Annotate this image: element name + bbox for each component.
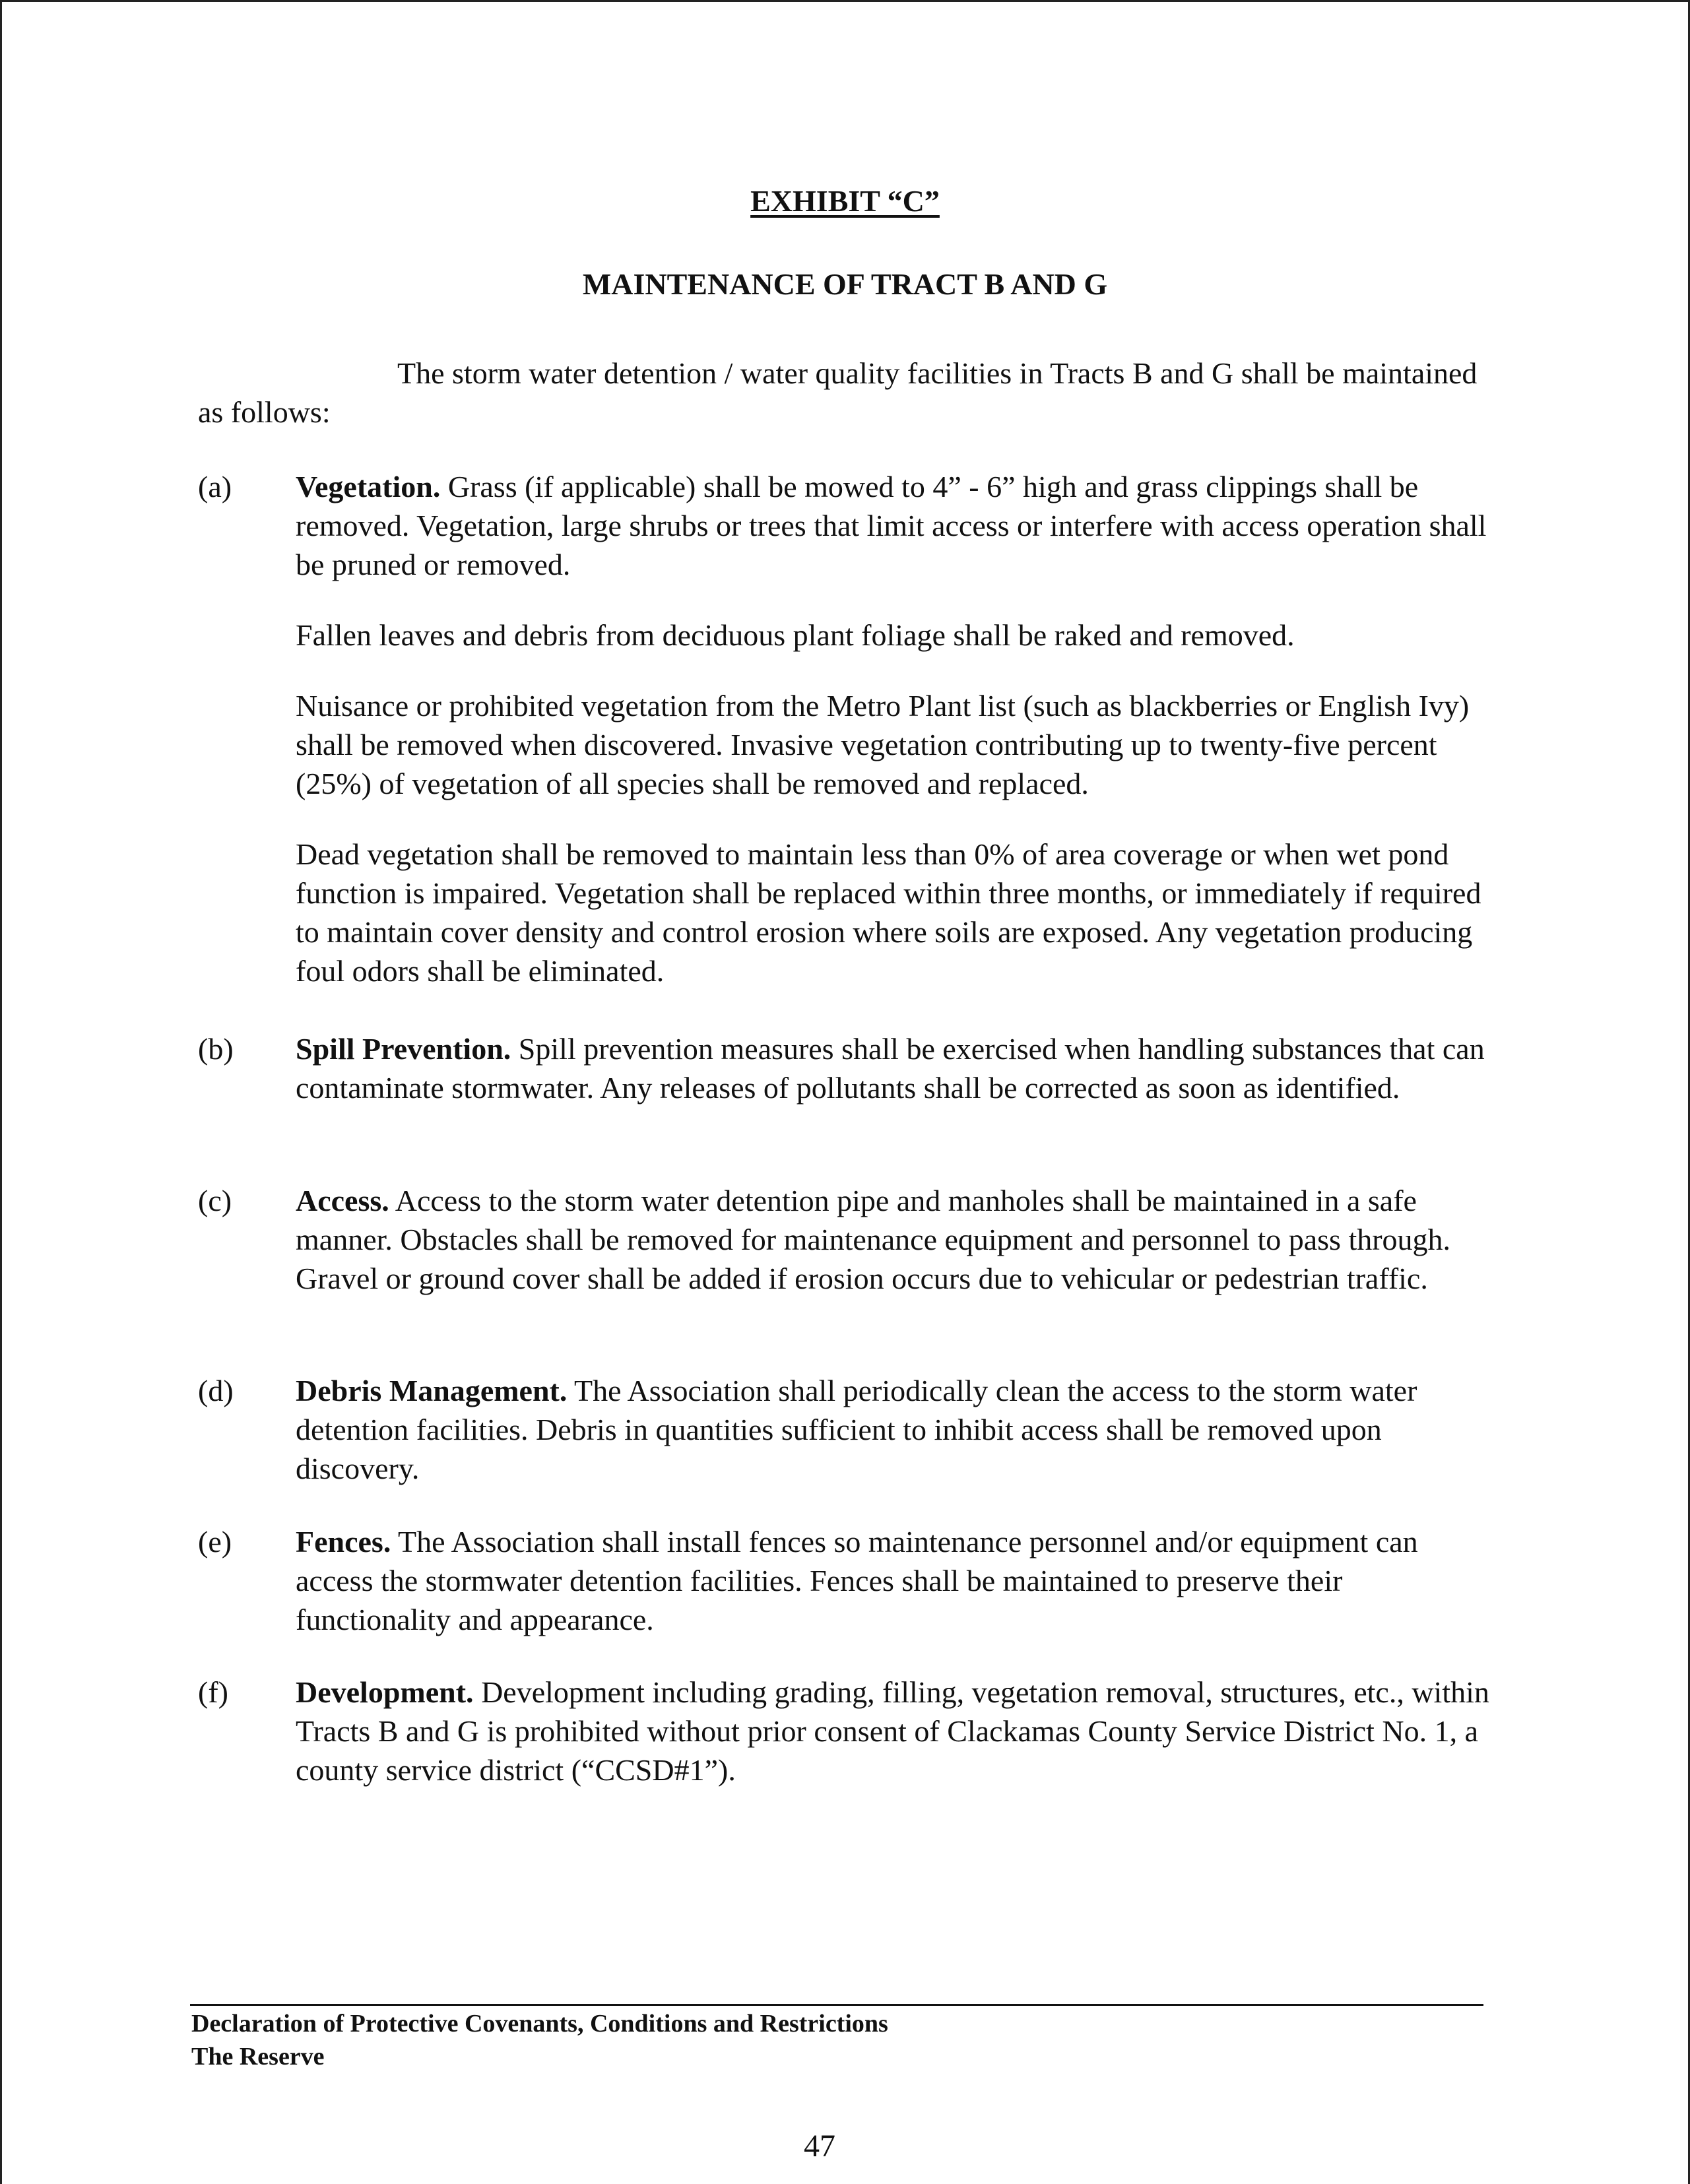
item-letter: (f) [198,1675,228,1709]
item-heading: Development. [296,1675,474,1709]
exhibit-title: EXHIBIT “C” [750,184,940,218]
item-text: The Association shall periodically clean the access to the storm water detention facilities. Debris in quantities sufficient to inhibit access shall be removed upon discovery. [296,1374,1417,1485]
item-heading: Debris Management. [296,1374,568,1407]
item-paragraph: Nuisance or prohibited vegetation from the Metro Plant list (such as blackberries or English Ivy) shall be removed when discovered. Invasive vegetation contributing up to twenty-five percent (25%) of vegetation of all species shall be removed and replaced. [296,689,1470,800]
item-paragraph [296,1029,1491,1107]
footer-line-2: The Reserve [191,2043,325,2071]
item-letter: (c) [198,1184,232,1217]
item-text: Spill prevention measures shall be exercised when handling substances that can contaminate stormwater. Any releases of pollutants shall be corrected as soon as identified. [296,1032,1485,1105]
item-paragraph [296,1673,1491,1789]
item-body [296,467,1491,990]
item-body [296,1371,1491,1488]
item-paragraph: Dead vegetation shall be removed to maintain less than 0% of area coverage or when wet pond function is impaired. Vegetation shall be replaced within three months, or immediately if required to maintain cover density and control erosion where soils are exposed. Any vegetation producing foul odors shall be eliminated. [296,837,1481,988]
item-body [296,1181,1491,1298]
item-letter: (b) [198,1032,234,1066]
intro-paragraph [198,354,1491,432]
item-text: The Association shall install fences so maintenance personnel and/or equipment can access the stormwater detention facilities. Fences shall be maintained to preserve their functionality and appearance. [296,1525,1418,1636]
item-heading: Vegetation. [296,470,441,503]
item-body [296,1029,1491,1107]
item-paragraph [296,1371,1491,1488]
section-title: MAINTENANCE OF TRACT B AND G [582,267,1108,301]
page-number: 47 [804,2129,835,2164]
item-text: Grass (if applicable) shall be mowed to 4” - 6” high and grass clippings shall be removed. Vegetation, large shrubs or trees that limit access or interfere with access operation shall be pruned or removed. [296,470,1487,581]
item-body [296,1673,1491,1789]
intro-text: The storm water detention / water quality facilities in Tracts B and G shall be maintained as follows: [198,356,1478,429]
item-letter: (a) [198,470,232,503]
item-heading: Access. [296,1184,389,1217]
item-body [296,1522,1491,1639]
footer [191,2007,888,2073]
footer-line-1: Declaration of Protective Covenants, Conditions and Restrictions [191,2010,888,2038]
footer-rule [190,2004,1483,2006]
item-paragraph [296,1181,1491,1298]
item-heading: Spill Prevention. [296,1032,511,1066]
item-letter: (d) [198,1374,234,1407]
item-text: Access to the storm water detention pipe and manholes shall be maintained in a safe manner. Obstacles shall be removed for maintenance equipment and personnel to pass through. Gravel or ground cover shall be added if erosion occurs due to vehicular or pedestrian traffic. [296,1184,1451,1295]
item-heading: Fences. [296,1525,391,1558]
item-paragraph: Fallen leaves and debris from deciduous plant foliage shall be raked and removed. [296,618,1295,652]
page-border-top [0,0,1690,2]
item-paragraph [296,1522,1491,1639]
item-letter: (e) [198,1525,232,1558]
item-paragraph [296,467,1491,584]
page-border-left [0,0,2,2184]
item-text: Development including grading, filling, vegetation removal, structures, etc., within Tracts B and G is prohibited without prior consent of Clackamas County Service District No. 1, a county service district (“CCSD#1”). [296,1675,1489,1787]
